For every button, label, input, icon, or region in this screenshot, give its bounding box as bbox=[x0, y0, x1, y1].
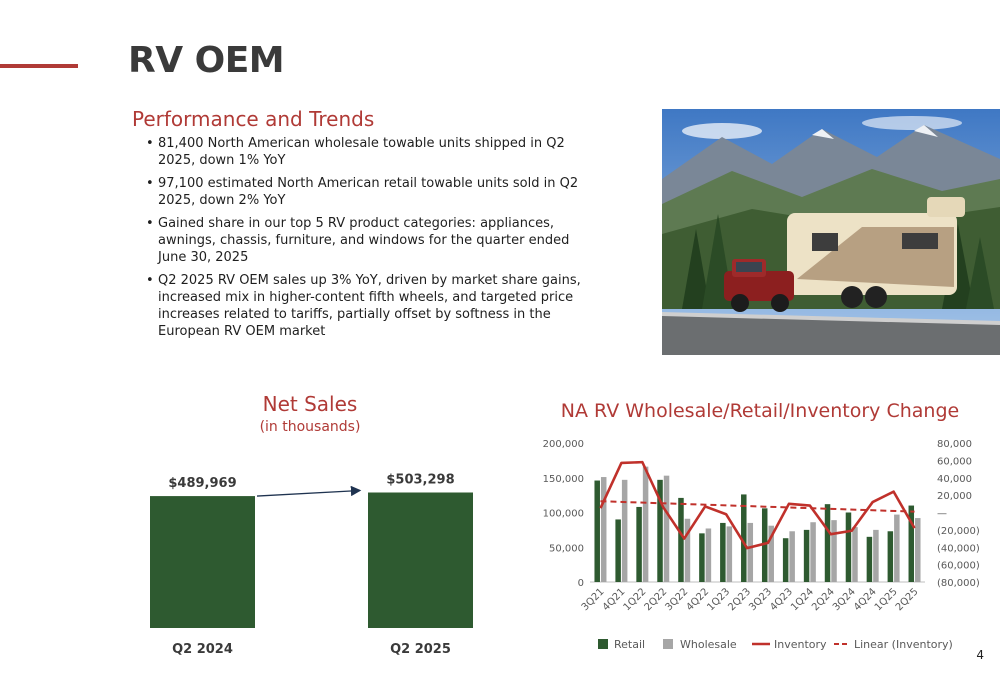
right-axis-tick-label: 40,000 bbox=[937, 473, 972, 485]
bullet-item: • Gained share in our top 5 RV product categories: appliances, awnings, chassis, furniture, and windows for the quarter ended June 30, 2025 bbox=[146, 215, 586, 266]
wholesale-bar bbox=[789, 531, 795, 582]
left-axis-tick-label: 0 bbox=[577, 578, 584, 589]
wholesale-bar bbox=[873, 530, 879, 582]
net-sales-bar bbox=[150, 496, 255, 628]
wholesale-bar bbox=[748, 523, 754, 582]
x-axis-tick-label: 1Q22 bbox=[621, 586, 649, 614]
right-axis-tick-label: 20,000 bbox=[937, 491, 972, 503]
legend-trend-label: Linear (Inventory) bbox=[854, 638, 953, 651]
retail-bar bbox=[804, 530, 810, 582]
page-number: 4 bbox=[976, 648, 984, 662]
inventory-chart-title: NA RV Wholesale/Retail/Inventory Change bbox=[560, 400, 960, 422]
retail-bar bbox=[867, 537, 873, 582]
right-axis-tick-label: (60,000) bbox=[937, 560, 980, 572]
x-axis-tick-label: 2Q24 bbox=[810, 586, 837, 614]
wholesale-bar bbox=[643, 467, 649, 582]
left-axis-tick-label: 100,000 bbox=[542, 508, 584, 520]
rv-towing-photo bbox=[662, 109, 1000, 355]
right-axis-tick-label: (80,000) bbox=[937, 578, 980, 589]
x-axis-tick-label: 2Q25 bbox=[893, 586, 921, 614]
x-axis-tick-label: 4Q23 bbox=[768, 586, 796, 614]
net-sales-chart bbox=[140, 455, 500, 665]
bullet-list bbox=[146, 135, 586, 346]
bullet-item: • 97,100 estimated North American retail towable units sold in Q2 2025, down 2% YoY bbox=[146, 175, 586, 209]
x-axis-tick-label: 3Q23 bbox=[747, 586, 775, 614]
right-axis-tick-label: 80,000 bbox=[937, 439, 972, 450]
wholesale-bar bbox=[727, 526, 733, 582]
x-axis-tick-label: 2Q23 bbox=[726, 586, 754, 614]
inventory-change-chart bbox=[520, 430, 990, 665]
wholesale-bar bbox=[810, 522, 816, 582]
right-axis-tick-label: (40,000) bbox=[937, 543, 980, 555]
retail-bar bbox=[720, 523, 726, 582]
retail-bar bbox=[678, 498, 684, 582]
retail-bar bbox=[699, 533, 705, 582]
net-sales-category-label: Q2 2024 bbox=[172, 642, 233, 657]
net-sales-subtitle: (in thousands) bbox=[259, 419, 361, 435]
x-axis-tick-label: 4Q21 bbox=[600, 586, 628, 614]
retail-bar bbox=[615, 519, 621, 582]
retail-bar bbox=[846, 513, 852, 583]
right-axis-tick-label: — bbox=[937, 508, 947, 520]
section-heading: Performance and Trends bbox=[132, 107, 375, 131]
net-sales-bar bbox=[368, 492, 473, 628]
retail-bar bbox=[783, 538, 789, 582]
wholesale-bar bbox=[601, 477, 607, 582]
legend-wholesale-label: Wholesale bbox=[680, 638, 737, 651]
legend-retail-swatch bbox=[598, 639, 608, 649]
title-accent-rule bbox=[0, 64, 78, 68]
wholesale-bar bbox=[915, 518, 921, 582]
left-axis-tick-label: 200,000 bbox=[542, 439, 584, 450]
retail-bar bbox=[825, 504, 831, 582]
wholesale-bar bbox=[894, 515, 900, 582]
x-axis-tick-label: 4Q24 bbox=[851, 586, 879, 614]
retail-bar bbox=[888, 531, 894, 582]
retail-bar bbox=[636, 507, 642, 582]
net-sales-value-label: $489,969 bbox=[168, 476, 237, 492]
bullet-item: • Q2 2025 RV OEM sales up 3% YoY, driven by market share gains, increased mix in higher-content fifth wheels, and targeted price increases related to tariffs, partially offset by softness in the European RV OEM market bbox=[146, 272, 586, 340]
x-axis-tick-label: 1Q23 bbox=[705, 586, 733, 614]
x-axis-tick-label: 1Q25 bbox=[872, 586, 900, 614]
retail-bar bbox=[594, 481, 600, 582]
x-axis-tick-label: 2Q22 bbox=[642, 586, 670, 614]
growth-arrow bbox=[257, 490, 360, 496]
bullet-item: • 81,400 North American wholesale towable units shipped in Q2 2025, down 1% YoY bbox=[146, 135, 586, 169]
right-axis-tick-label: 60,000 bbox=[937, 456, 972, 468]
wholesale-bar bbox=[622, 480, 628, 582]
wholesale-bar bbox=[664, 476, 670, 582]
wholesale-bar bbox=[831, 520, 837, 582]
left-axis-tick-label: 50,000 bbox=[549, 543, 584, 555]
net-sales-title: Net Sales bbox=[262, 392, 358, 416]
wholesale-bar bbox=[852, 527, 858, 582]
slide-title: RV OEM bbox=[128, 40, 285, 81]
legend-inventory-label: Inventory bbox=[774, 638, 827, 651]
x-axis-tick-label: 3Q21 bbox=[579, 586, 607, 614]
x-axis-tick-label: 3Q24 bbox=[830, 586, 858, 614]
wholesale-bar bbox=[706, 528, 712, 582]
legend-wholesale-swatch bbox=[663, 639, 673, 649]
x-axis-tick-label: 1Q24 bbox=[789, 586, 816, 614]
net-sales-value-label: $503,298 bbox=[386, 472, 455, 488]
left-axis-tick-label: 150,000 bbox=[542, 473, 584, 485]
x-axis-tick-label: 3Q22 bbox=[663, 586, 691, 614]
x-axis-tick-label: 4Q22 bbox=[684, 586, 712, 614]
legend-retail-label: Retail bbox=[614, 638, 646, 651]
right-axis-tick-label: (20,000) bbox=[937, 525, 980, 537]
net-sales-category-label: Q2 2025 bbox=[390, 642, 451, 657]
